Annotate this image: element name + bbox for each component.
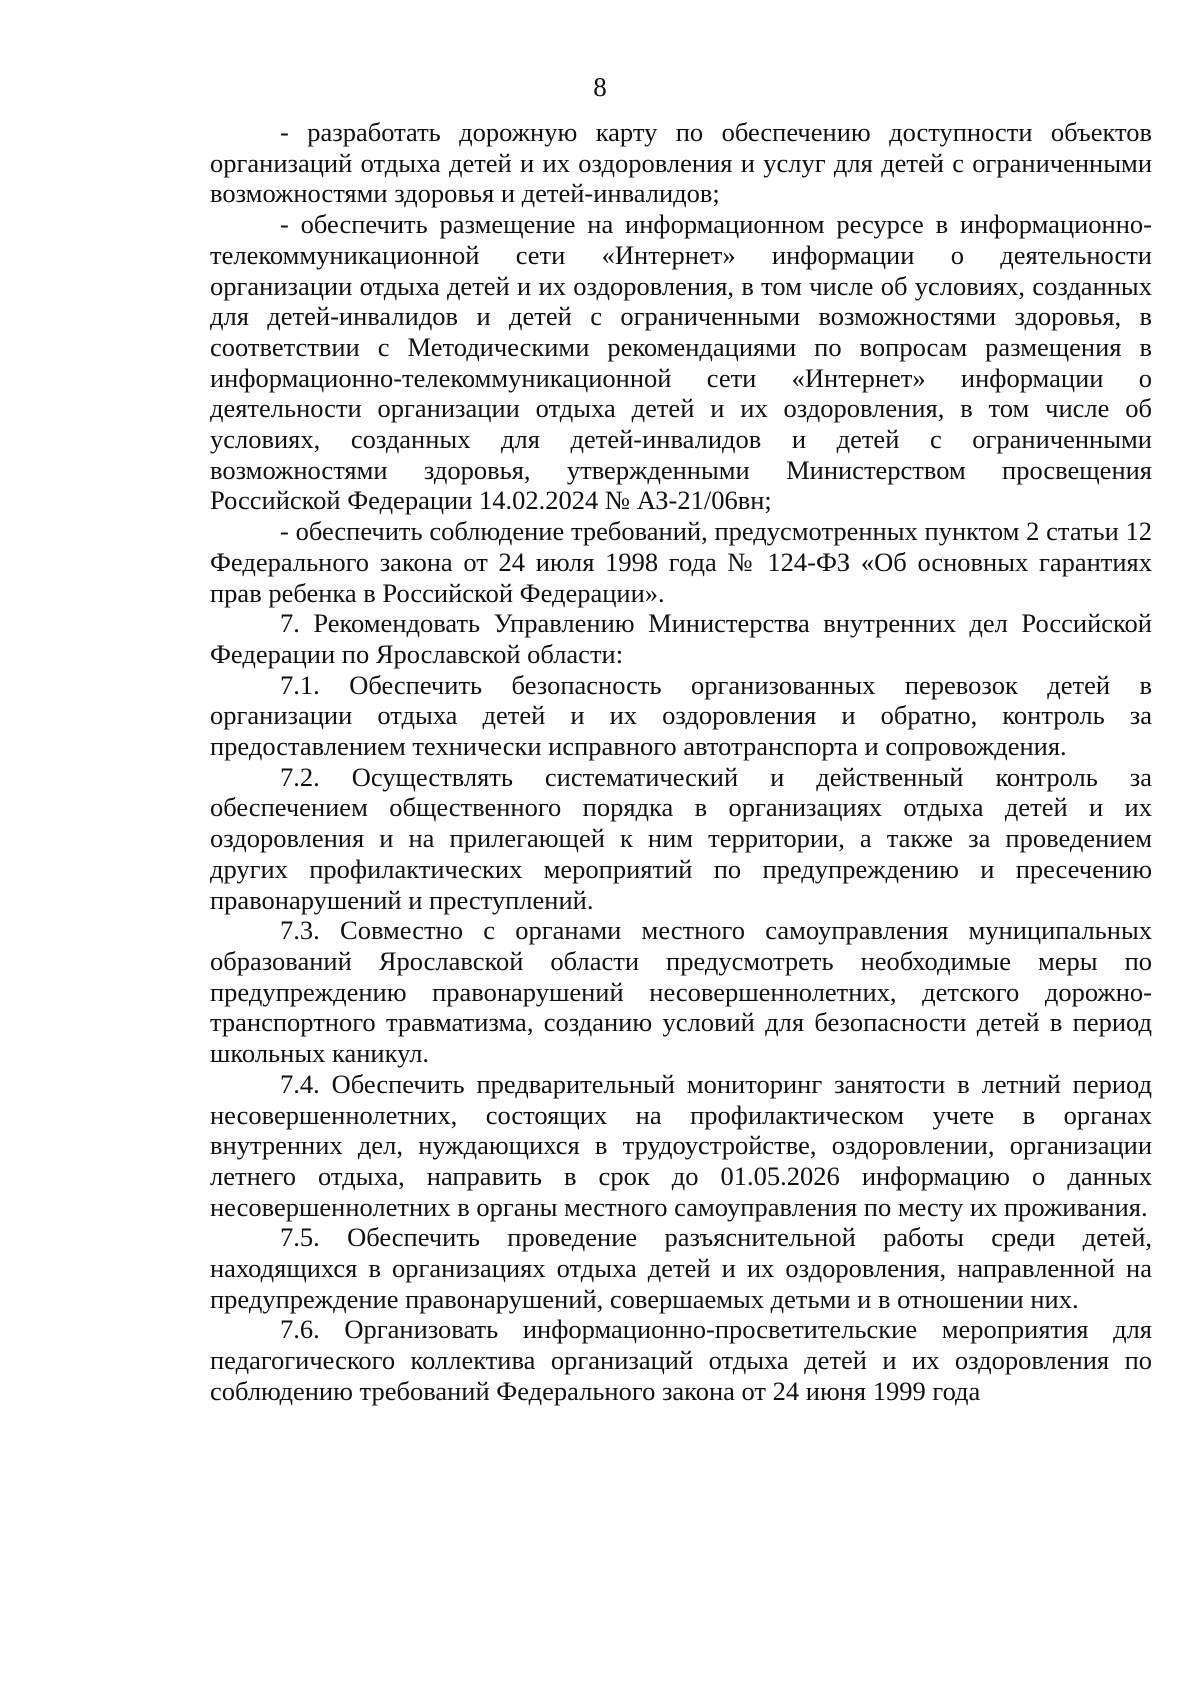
page-number: 8	[593, 72, 607, 102]
paragraph-item-7-3: 7.3. Совместно с органами местного самоуправления муниципальных образований Ярославской области предусмотреть необходимые меры по предупреждению правонарушений несовершеннолетних, детского дорожно-транспортного травматизма, созданию условий для безопасности детей в период школьных каникул.	[210, 915, 1152, 1069]
paragraph-item-7-5: 7.5. Обеспечить проведение разъяснительной работы среди детей, находящихся в организациях отдыха детей и их оздоровления, направленной на предупреждение правонарушений, совершаемых детьми и в отношении них.	[210, 1222, 1152, 1314]
paragraph-law-compliance: - обеспечить соблюдение требований, предусмотренных пунктом 2 статьи 12 Федерального закона от 24 июля 1998 года № 124-ФЗ «Об основных гарантиях прав ребенка в Российской Федерации».	[210, 516, 1152, 608]
paragraph-internet-info: - обеспечить размещение на информационном ресурсе в информационно-телекоммуникационной сети «Интернет» информации о деятельности организации отдыха детей и их оздоровления, в том числе об условиях, созданных для детей-инвалидов и детей с ограниченными возможностями здоровья, в соответствии с Методическими рекомендациями по вопросам размещения в информационно-телекоммуникационной сети «Интернет» информации о деятельности организации отдыха детей и их оздоровления, в том числе об условиях, созданных для детей-инвалидов и детей с ограниченными возможностями здоровья, утвержденными Министерством просвещения Российской Федерации 14.02.2024 № АЗ-21/06вн;	[210, 209, 1152, 516]
paragraph-roadmap: - разработать дорожную карту по обеспечению доступности объектов организаций отдыха детей и их оздоровления и услуг для детей с ограниченными возможностями здоровья и детей-инвалидов;	[210, 117, 1152, 209]
paragraph-item-7-6: 7.6. Организовать информационно-просветительские мероприятия для педагогического коллектива организаций отдыха детей и их оздоровления по соблюдению требований Федерального закона от 24 июня 1999 года	[210, 1314, 1152, 1406]
paragraph-item-7-1: 7.1. Обеспечить безопасность организованных перевозок детей в организации отдыха детей и их оздоровления и обратно, контроль за предоставлением технически исправного автотранспорта и сопровождения.	[210, 669, 1152, 762]
document-body	[210, 117, 1152, 1407]
paragraph-item-7-2: 7.2. Осуществлять систематический и действенный контроль за обеспечением общественного порядка в организациях отдыха детей и их оздоровления и на прилегающей к ним территории, а также за проведением других профилактических мероприятий по предупреждению и пресечению правонарушений и преступлений.	[210, 761, 1152, 915]
paragraph-item-7: 7. Рекомендовать Управлению Министерства внутренних дел Российской Федерации по Ярославской области:	[210, 608, 1152, 669]
paragraph-item-7-4: 7.4. Обеспечить предварительный мониторинг занятости в летний период несовершеннолетних, состоящих на профилактическом учете в органах внутренних дел, нуждающихся в трудоустройстве, оздоровлении, организации летнего отдыха, направить в срок до 01.05.2026 информацию о данных несовершеннолетних в органы местного самоуправления по месту их проживания.	[210, 1068, 1152, 1222]
